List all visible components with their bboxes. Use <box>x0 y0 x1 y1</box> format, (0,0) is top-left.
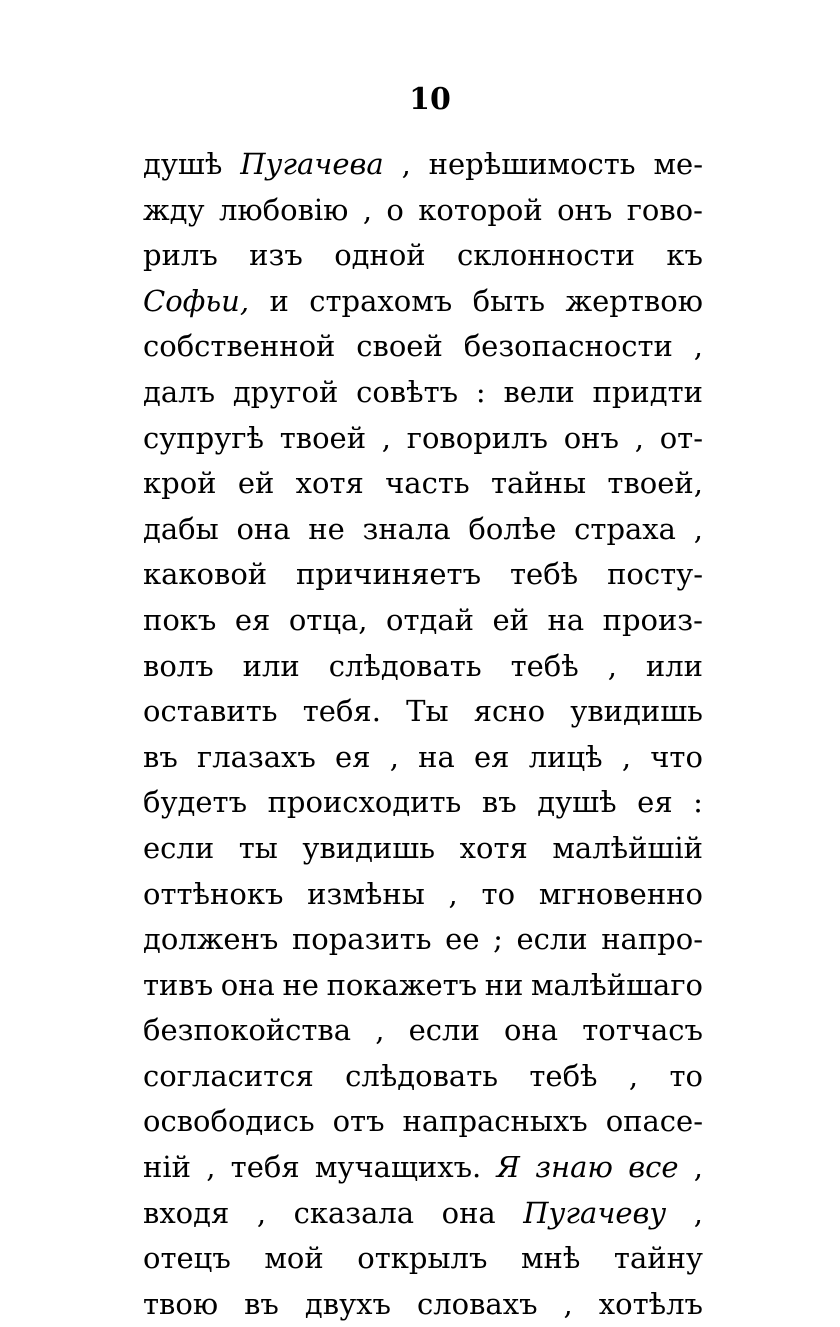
word: тотчасъ <box>582 1013 703 1048</box>
word: далъ <box>143 374 216 409</box>
word: ее <box>445 922 480 957</box>
word: тебя <box>230 1150 300 1185</box>
word: , <box>381 420 391 455</box>
word: любовію <box>218 192 349 227</box>
word: безпокойства <box>143 1013 352 1048</box>
word: отдай <box>386 602 474 637</box>
word: страхомъ <box>309 283 453 318</box>
text-line <box>143 1054 703 1100</box>
word: онъ <box>563 420 619 455</box>
word: душѣ <box>537 785 617 820</box>
word: сказала <box>293 1195 415 1230</box>
word: другой <box>232 374 339 409</box>
word: хотя <box>459 830 528 865</box>
word: ея <box>234 602 271 637</box>
text-line <box>143 1282 703 1327</box>
word: Софьи, <box>143 283 250 318</box>
word: происходить <box>267 785 462 820</box>
word: , <box>607 648 617 683</box>
word: ей <box>492 602 529 637</box>
word: она <box>236 511 291 546</box>
word: склонности <box>457 238 636 273</box>
word: тебѣ <box>509 557 579 592</box>
word: , <box>448 876 458 911</box>
word: ясно <box>473 694 546 729</box>
text-line <box>143 963 703 1009</box>
word: : <box>475 374 486 409</box>
word: своей <box>356 329 443 364</box>
word: ея <box>637 785 673 820</box>
word: согласится <box>143 1058 314 1093</box>
text-line <box>143 324 703 370</box>
text-line <box>143 735 703 781</box>
word: входя <box>143 1195 230 1230</box>
word: , <box>693 511 703 546</box>
text-line <box>143 872 703 918</box>
word: не <box>282 967 319 1002</box>
word: страха <box>574 511 676 546</box>
word: о <box>386 192 404 227</box>
word: она <box>441 1195 496 1230</box>
word: ей <box>237 466 275 501</box>
word: тивъ <box>143 967 214 1002</box>
word: твоей <box>279 420 367 455</box>
text-line <box>143 598 703 644</box>
word: , <box>621 739 632 774</box>
word: крой <box>143 466 217 501</box>
word: знаю <box>535 1150 613 1185</box>
word: каковой <box>143 557 268 592</box>
word: дабы <box>143 511 219 546</box>
word: Я <box>496 1150 520 1185</box>
word: тайны <box>491 466 587 501</box>
text-line <box>143 279 703 325</box>
text-line <box>143 461 703 507</box>
word: нерѣшимость <box>428 147 636 181</box>
word: поразить <box>291 922 432 957</box>
word: волъ <box>143 648 214 683</box>
word: мнѣ <box>520 1241 581 1276</box>
text-line <box>143 142 703 188</box>
word: не <box>308 511 345 546</box>
word: увидишь <box>302 830 436 865</box>
word: часть <box>385 466 470 501</box>
word: быть <box>472 283 546 318</box>
word: если <box>516 922 588 957</box>
word: произ- <box>602 602 703 637</box>
word: оставить <box>143 694 278 729</box>
word: ме- <box>653 147 703 181</box>
word: причиняетъ <box>296 557 482 592</box>
page-number: 10 <box>409 82 451 117</box>
text-line <box>143 1145 703 1191</box>
word: тебѣ <box>510 648 579 683</box>
word: : <box>693 785 703 820</box>
word: словахъ <box>416 1286 538 1321</box>
word: тайну <box>613 1241 703 1276</box>
word: или <box>242 648 300 683</box>
word: ея <box>335 739 371 774</box>
word: Ты <box>406 694 449 729</box>
word: слѣдовать <box>328 648 482 683</box>
word: совѣтъ <box>356 374 459 409</box>
word: все <box>628 1150 679 1185</box>
word: на <box>418 739 455 774</box>
word: увидишь <box>570 694 703 729</box>
word: твоей, <box>607 466 703 501</box>
word: хотѣлъ <box>598 1286 703 1321</box>
word: болѣе <box>468 511 557 546</box>
word: къ <box>666 238 703 273</box>
word: въ <box>481 785 517 820</box>
word: изъ <box>249 238 303 273</box>
word: говорилъ <box>406 420 548 455</box>
word: то <box>669 1058 703 1093</box>
text-line <box>143 780 703 826</box>
word: малѣйшаго <box>531 967 703 1002</box>
word: малѣйшій <box>552 830 703 865</box>
word: долженъ <box>143 922 279 957</box>
word: рилъ <box>143 238 218 273</box>
word: если <box>143 830 215 865</box>
word: что <box>650 739 703 774</box>
word: , <box>401 147 411 181</box>
word: отца, <box>288 602 368 637</box>
word: отъ <box>332 1104 385 1139</box>
word: ній <box>143 1150 191 1185</box>
word: слѣдовать <box>345 1058 499 1093</box>
word: душѣ <box>143 147 223 181</box>
word: покъ <box>143 602 217 637</box>
word: опасе- <box>605 1104 703 1139</box>
word: мой <box>264 1241 324 1276</box>
word: напро- <box>601 922 703 957</box>
word: въ <box>244 1286 279 1321</box>
word: мгновенно <box>538 876 703 911</box>
word: напрасныхъ <box>402 1104 588 1139</box>
word: жду <box>143 192 205 227</box>
word: оттѣнокъ <box>143 876 284 911</box>
word: , <box>634 420 644 455</box>
word: ; <box>493 922 503 957</box>
word: жертвою <box>565 283 703 318</box>
word: и <box>269 283 289 318</box>
word: глазахъ <box>197 739 316 774</box>
word: супругѣ <box>143 420 264 455</box>
text-line <box>143 188 703 234</box>
word: посту- <box>607 557 703 592</box>
word: открылъ <box>357 1241 488 1276</box>
word: , <box>693 1150 703 1185</box>
word: ты <box>238 830 278 865</box>
word: которой <box>418 192 543 227</box>
word: одной <box>334 238 426 273</box>
word: гово- <box>626 192 703 227</box>
word: или <box>645 648 703 683</box>
word: , <box>206 1150 216 1185</box>
word: если <box>408 1013 480 1048</box>
text-line <box>143 1191 703 1237</box>
word: вели <box>503 374 575 409</box>
word: Пугачева <box>240 147 384 181</box>
word: , <box>362 192 373 227</box>
text-line <box>143 370 703 416</box>
word: хотя <box>295 466 364 501</box>
text-line <box>143 233 703 279</box>
word: , <box>256 1195 267 1230</box>
word: на <box>547 602 585 637</box>
word: , <box>693 1195 703 1230</box>
word: то <box>481 876 516 911</box>
word: знала <box>362 511 451 546</box>
text-line <box>143 552 703 598</box>
word: измѣны <box>307 876 425 911</box>
word: твою <box>143 1286 219 1321</box>
text-line <box>143 689 703 735</box>
word: онъ <box>557 192 613 227</box>
body-text <box>143 142 703 1327</box>
text-line <box>143 416 703 462</box>
text-line <box>143 917 703 963</box>
text-line <box>143 1236 703 1282</box>
word: двухъ <box>304 1286 391 1321</box>
word: , <box>628 1058 639 1093</box>
text-line <box>143 507 703 553</box>
word: лицѣ <box>528 739 603 774</box>
word: она <box>503 1013 559 1048</box>
word: , <box>389 739 399 774</box>
word: Пугачеву <box>523 1195 667 1230</box>
word: тебѣ <box>529 1058 598 1093</box>
word: мучащихъ. <box>314 1150 482 1185</box>
word: тебя. <box>302 694 381 729</box>
text-line <box>143 1008 703 1054</box>
word: освободись <box>143 1104 315 1139</box>
word: , <box>563 1286 573 1321</box>
word: , <box>693 329 703 364</box>
word: собственной <box>143 329 336 364</box>
word: ни <box>484 967 524 1002</box>
word: , <box>375 1013 385 1048</box>
text-line <box>143 1099 703 1145</box>
word: от- <box>659 420 703 455</box>
word: безопасности <box>463 329 673 364</box>
word: отецъ <box>143 1241 231 1276</box>
word: ея <box>474 739 510 774</box>
word: покажетъ <box>326 967 478 1002</box>
word: будетъ <box>143 785 248 820</box>
word: въ <box>143 739 178 774</box>
text-line <box>143 826 703 872</box>
word: придти <box>592 374 703 409</box>
word: она <box>220 967 275 1002</box>
text-line <box>143 644 703 690</box>
